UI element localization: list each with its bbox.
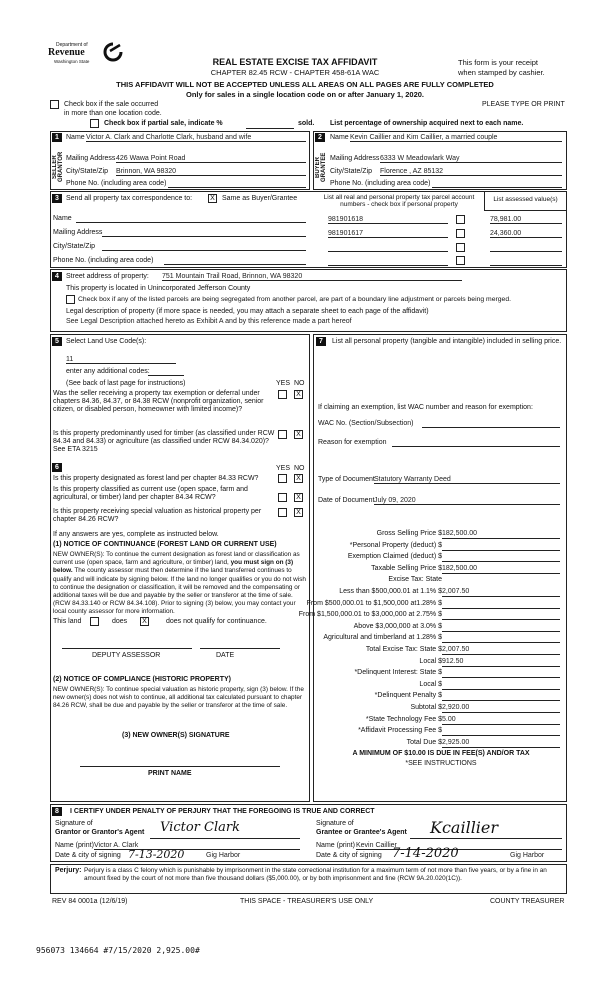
notice-1-c: The county assessor must then determine if the land transferred continues to qualify and will indicate by signing below. If the land no longer qualifies or you do not wish to continue the designation or classification, it will be removed and the compensating or additional taxes will be due and payable by the seller or transferor at the time of sale. (RCW 84.33.140 or RCW 84.34.108). Prior to signing (3) below, you may contact your local county assessor for more information. — [53, 567, 306, 616]
does-checkbox[interactable] — [90, 617, 99, 626]
partial-sale-label: Check box if partial sale, indicate % — [104, 120, 223, 127]
check-if-sale: Check box if the sale occurred — [64, 101, 159, 108]
parcel-1-personal-checkbox[interactable] — [456, 215, 465, 224]
new-owner-signature-label: (3) NEW OWNER(S) SIGNATURE — [122, 732, 230, 739]
calc-label: Less than $500,000.01 at 1.1% $ — [339, 587, 442, 595]
buyer-city-label: City/State/Zip — [330, 168, 373, 175]
calc-value[interactable]: 2,007.50 — [442, 646, 560, 655]
s6-question-3: Is this property receiving special valuation as historical property per chapter 84.26 RCW? — [53, 508, 262, 523]
calc-value[interactable]: 2,925.00 — [442, 739, 560, 748]
seller-name-label: Name — [66, 134, 85, 141]
calc-value[interactable] — [442, 623, 560, 632]
s5-q2-yes[interactable] — [278, 430, 287, 439]
send-correspondence-label: Send all property tax correspondence to: — [66, 195, 193, 202]
section-5-number: 5 — [52, 337, 62, 346]
land-use-label: Select Land Use Code(s): — [66, 338, 147, 345]
assessed-3[interactable] — [490, 251, 562, 252]
calc-row — [316, 553, 566, 565]
sec3-phone-label: Phone No. (including area code) — [53, 257, 154, 264]
more-than-one: in more than one location code. — [64, 110, 162, 117]
s6-q1-no[interactable]: X — [294, 474, 303, 483]
buyer-address[interactable]: 6333 W Meadowlark Way — [380, 155, 562, 163]
receipt-note-1: This form is your receipt — [458, 58, 539, 67]
calc-value[interactable] — [442, 553, 560, 562]
notice-2-title: (2) NOTICE OF COMPLIANCE (HISTORIC PROPERTY) — [53, 676, 231, 683]
buyer-name-label: Name — [330, 134, 349, 141]
reason-label: Reason for exemption — [318, 439, 387, 446]
s6-no-header: NO — [294, 465, 305, 472]
s6-q2-no[interactable]: X — [294, 493, 303, 502]
legal-description[interactable]: See Legal Description attached hereto as Exhibit A and by this reference made a part hereof — [66, 318, 352, 325]
grantee-city[interactable]: Gig Harbor — [510, 852, 545, 859]
see-instructions: *SEE INSTRUCTIONS — [405, 760, 477, 767]
calc-value[interactable] — [442, 727, 560, 736]
s5-question-2: Is this property predominantly used for timber (as classified under RCW 84.34 and 84.33) or agriculture (as classified under RCW 84.34.020)? See ETA 3215 — [53, 430, 275, 453]
grantor-name-label: Name (print) — [55, 842, 94, 849]
s5-yes-header: YES — [276, 380, 291, 387]
cashier-stamp: 956073 134664 #7/15/2020 2,925.00# — [36, 946, 200, 955]
calc-value[interactable]: 2,007.50 — [442, 588, 560, 597]
calc-row — [316, 565, 566, 577]
buyer-phone-label: Phone No. (including area code) — [330, 180, 431, 187]
calc-value[interactable] — [442, 634, 560, 643]
section-6-number: 6 — [52, 463, 62, 472]
sec3-phone-line[interactable] — [164, 264, 306, 265]
sec3-city-label: City/State/Zip — [53, 243, 96, 250]
this-land-label: This land — [53, 618, 82, 625]
calc-label: Total Due $ — [406, 738, 442, 746]
county-treasurer: COUNTY TREASURER — [490, 898, 565, 905]
partial-pct-line[interactable] — [246, 128, 294, 129]
section-4-number: 4 — [52, 272, 62, 281]
calc-row — [316, 634, 566, 646]
tax-calculation — [298, 530, 566, 750]
list-pct-label: List percentage of ownership acquired next to each name. — [330, 120, 524, 127]
multi-location-checkbox[interactable] — [50, 100, 59, 109]
s6-q3-yes[interactable] — [278, 508, 287, 517]
partial-sale-checkbox[interactable] — [90, 119, 99, 128]
seller-address-label: Mailing Address — [66, 155, 116, 162]
warning-line: THIS AFFIDAVIT WILL NOT BE ACCEPTED UNLESS ALL AREAS ON ALL PAGES ARE FULLY COMPLETED — [116, 80, 494, 89]
calc-row — [316, 542, 566, 554]
new-owner-signature-line[interactable] — [80, 766, 280, 767]
deputy-date-label: DATE — [216, 652, 235, 659]
if-any-yes: If any answers are yes, complete as instructed below. — [53, 531, 219, 538]
same-as-buyer-checkbox[interactable]: X — [208, 194, 217, 203]
calc-row — [316, 681, 566, 693]
seller-city[interactable]: Brinnon, WA 98320 — [116, 168, 306, 176]
sold-label: sold. — [298, 120, 315, 127]
form-title: REAL ESTATE EXCISE TAX AFFIDAVIT — [212, 57, 378, 67]
buyer-address-label: Mailing Address — [330, 155, 380, 162]
section-1-number: 1 — [52, 133, 62, 142]
calc-value[interactable]: 2,920.00 — [442, 704, 560, 713]
deputy-line[interactable] — [62, 648, 192, 649]
claiming-exemption-label: If claiming an exemption, list WAC number and reason for exemption: — [318, 404, 533, 411]
parcel-2-personal-checkbox[interactable] — [456, 229, 465, 238]
dor-swoosh-icon — [102, 42, 124, 62]
grantee-sig-label-2: Grantee or Grantee's Agent — [316, 829, 407, 836]
calc-rows — [298, 530, 566, 750]
treasurer-space: THIS SPACE - TREASURER'S USE ONLY — [240, 898, 374, 905]
parcel-4-personal-checkbox[interactable] — [456, 256, 465, 265]
s5-no-header: NO — [294, 380, 305, 387]
grantee-sig-label-1: Signature of — [316, 820, 354, 827]
perjury-label: Perjury: — [55, 867, 82, 874]
seller-phone[interactable] — [168, 187, 306, 188]
calc-value[interactable] — [442, 681, 560, 690]
doc-type-label: Type of Document — [318, 476, 375, 483]
street-address[interactable]: 751 Mountain Trail Road, Brinnon, WA 98320 — [162, 273, 462, 281]
doc-type[interactable]: Statutory Warranty Deed — [374, 476, 560, 484]
calc-value[interactable] — [442, 600, 560, 609]
assessed-4[interactable] — [490, 265, 562, 266]
wac-label: WAC No. (Section/Subsection) — [318, 420, 414, 427]
calc-row — [316, 704, 566, 716]
form-revision: REV 84 0001a (12/6/19) — [52, 898, 128, 905]
calc-row — [316, 623, 566, 635]
grantee-date-label: Date & city of signing — [316, 852, 382, 859]
s6-q1-yes[interactable] — [278, 474, 287, 483]
sec3-name-line[interactable] — [76, 222, 306, 223]
section-2-number: 2 — [315, 133, 325, 142]
parcel-3-personal-checkbox[interactable] — [456, 243, 465, 252]
grantor-name[interactable]: Victor A. Clark — [94, 842, 300, 850]
s5-q1-yes[interactable] — [278, 390, 287, 399]
calc-label: Above $3,000,000 at 3.0% $ — [353, 622, 442, 630]
parcel-1[interactable]: 981901618 — [328, 216, 448, 224]
please-type: PLEASE TYPE OR PRINT — [482, 101, 565, 108]
calc-value[interactable] — [442, 576, 560, 585]
same-as-buyer-label: Same as Buyer/Grantee — [222, 195, 298, 202]
reason-line[interactable] — [392, 446, 560, 447]
parcel-4[interactable] — [328, 265, 448, 266]
notice-1-title: (1) NOTICE OF CONTINUANCE (FOREST LAND OR CURRENT USE) — [53, 541, 277, 548]
calc-label: *State Technology Fee $ — [365, 715, 442, 723]
buyer-phone[interactable] — [432, 187, 562, 188]
calc-row — [316, 739, 566, 751]
seller-city-label: City/State/Zip — [66, 168, 109, 175]
sec3-address-line[interactable] — [102, 236, 306, 237]
dor-logo — [48, 42, 128, 68]
calc-label: Exemption Claimed (deduct) $ — [347, 553, 442, 561]
grantee-date[interactable]: 7-14-2020 — [392, 846, 459, 861]
calc-label: *Delinquent Interest: State $ — [354, 669, 442, 677]
calc-value[interactable]: 182,500.00 — [442, 530, 560, 539]
seller-name[interactable]: Victor A. Clark and Charlotte Clark, husband and wife — [86, 134, 306, 142]
doc-date[interactable]: July 09, 2020 — [374, 497, 560, 505]
calc-row — [316, 530, 566, 542]
calc-value[interactable] — [442, 611, 560, 620]
s5-q2-no[interactable]: X — [294, 430, 303, 439]
grantor-signature[interactable]: Victor Clark — [160, 820, 240, 835]
does-not-label: does not qualify for continuance. — [166, 618, 267, 625]
calc-label: *Affidavit Processing Fee $ — [358, 727, 442, 735]
legal-description-label: Legal description of property (if more space is needed, you may attach a separate sheet to each page of the affidavit) — [66, 308, 429, 315]
calc-row — [298, 611, 566, 623]
parcel-3[interactable] — [328, 251, 448, 252]
grantor-signature-line — [150, 838, 300, 839]
calc-row — [306, 599, 566, 612]
calc-label: *Personal Property (deduct) $ — [349, 541, 442, 549]
certify-statement: I CERTIFY UNDER PENALTY OF PERJURY THAT THE FOREGOING IS TRUE AND CORRECT — [70, 808, 375, 815]
grantor-date-label: Date & city of signing — [55, 852, 121, 859]
print-name-label: PRINT NAME — [148, 770, 192, 777]
buyer-city[interactable]: Florence , AZ 85132 — [380, 168, 562, 176]
assessed-header: List assessed value(s) — [493, 196, 558, 203]
sec3-name-label: Name — [53, 215, 72, 222]
calc-label: *Delinquent Penalty $ — [374, 692, 442, 700]
calc-label: Local $ — [419, 657, 442, 665]
calc-row — [316, 669, 566, 681]
grantor-sig-label-1: Signature of — [55, 820, 93, 827]
calc-label: Local $ — [419, 680, 442, 688]
segregated-label: Check box if any of the listed parcels are being segregated from another parcel, are part of a boundary line adjustment or parcels being merged. — [78, 296, 511, 303]
street-label: Street address of property: — [66, 273, 149, 280]
buyer-name[interactable]: Kevin Caillier and Kim Caillier, a married couple — [350, 134, 562, 142]
notice-2-body: NEW OWNER(S): To continue special valuation as historic property, sign (3) below. If the new owner(s) does not wish to continue, all additional tax calculated pursuant to chapter 84.26 RCW, shall be due and payable by the seller or transferor at the time of sale. — [53, 686, 304, 710]
additional-codes-line[interactable] — [148, 375, 184, 376]
s6-question-2: Is this property classified as current use (open space, farm and agricultural, or timber) land per chapter 84.34 RCW? — [53, 486, 248, 501]
assessed-2[interactable]: 24,360.00 — [490, 230, 562, 238]
sec3-address-label: Mailing Address — [53, 229, 103, 236]
segregated-checkbox[interactable] — [66, 295, 75, 304]
calc-row — [316, 646, 566, 658]
notice-1-a: NEW OWNER(S): To continue the current designation as forest land or classification as current use (open space, farm and agriculture, or timber) land, — [53, 551, 300, 567]
calc-label: Total Excise Tax: State $ — [365, 645, 442, 653]
calc-row — [316, 658, 566, 670]
see-back-label: (See back of last page for instructions) — [66, 380, 186, 387]
personal-property-label: List all personal property (tangible and intangible) included in selling price. — [332, 338, 562, 345]
wac-line[interactable] — [422, 427, 560, 428]
sec3-city-line[interactable] — [102, 250, 306, 251]
notice-1-body — [53, 551, 307, 617]
perjury-text: Perjury is a class C felony which is punishable by imprisonment in the state correctional institution for a maximum term of not more than five years, or by a fine in an amount fixed by the court of not more than five thousand dollars ($5,000.00), or by both imprisonment and fine (RCW 9A.20.020(1C)). — [84, 867, 547, 882]
section-3-number: 3 — [52, 194, 62, 203]
calc-value[interactable] — [442, 692, 560, 701]
s6-q3-no[interactable]: X — [294, 508, 303, 517]
calc-label: Agricultural and timberland at 1.28% $ — [323, 634, 442, 642]
form-subtitle: CHAPTER 82.45 RCW - CHAPTER 458-61A WAC — [210, 68, 380, 77]
calc-row — [316, 727, 566, 739]
s6-q2-yes[interactable] — [278, 493, 287, 502]
land-use-code[interactable]: 11 — [66, 356, 176, 364]
calc-row — [316, 716, 566, 728]
s5-q1-no[interactable]: X — [294, 390, 303, 399]
doc-date-label: Date of Document — [318, 497, 375, 504]
assessed-1[interactable]: 78,981.00 — [490, 216, 562, 224]
additional-codes-label: enter any additional codes: — [66, 368, 150, 375]
calc-label: Excise Tax: State — [388, 576, 442, 584]
only-for-line: Only for sales in a single location code on or after January 1, 2020. — [186, 90, 424, 99]
does-not-checkbox[interactable]: X — [140, 617, 149, 626]
seller-address[interactable]: 426 Wawa Point Road — [116, 155, 306, 163]
does-label: does — [112, 618, 128, 625]
located-in: This property is located in Unincorporated Jefferson County — [66, 285, 251, 292]
notice-1-b: you must sign on (3) below. — [53, 559, 294, 575]
deputy-assessor-label: DEPUTY ASSESSOR — [92, 652, 161, 659]
calc-value[interactable] — [442, 542, 560, 551]
calc-label: From $1,500,000.01 to $3,000,000 at 2.75% $ — [298, 611, 442, 619]
parcels-header: List all real and personal property tax parcel account numbers - check box if personal property — [323, 194, 475, 208]
calc-row — [316, 588, 566, 600]
section-7-number: 7 — [316, 337, 326, 346]
calc-value[interactable]: 182,500.00 — [442, 565, 560, 574]
parcel-2[interactable]: 981901617 — [328, 230, 448, 238]
calc-row — [316, 576, 566, 588]
calc-label: Subtotal $ — [410, 703, 442, 711]
section-8-number: 8 — [52, 807, 62, 816]
grantee-name[interactable]: Kevin Caillier — [356, 842, 562, 850]
calc-value[interactable] — [442, 669, 560, 678]
deputy-date-line[interactable] — [200, 648, 280, 649]
calc-value[interactable]: 5.00 — [442, 716, 560, 725]
seller-side-label: SELLER GRANTOR — [52, 151, 64, 183]
seller-phone-label: Phone No. (including area code) — [66, 180, 167, 187]
grantor-city[interactable]: Gig Harbor — [206, 852, 241, 859]
calc-row — [316, 692, 566, 704]
grantee-signature[interactable]: Kcaillier — [430, 818, 499, 837]
calc-label: From $500,000.01 to $1,500,000 at1.28% $ — [306, 599, 442, 607]
dept-line1: Department of — [56, 42, 88, 48]
calc-value[interactable]: 912.50 — [442, 658, 560, 667]
calc-label: Taxable Selling Price $ — [371, 564, 442, 572]
s5-question-1: Was the seller receiving a property tax exemption or deferral under chapters 84.36, 84.37, or 84.38 RCW (nonprofit organization, senior citizen, or disabled person, homeowner with limited income)? — [53, 390, 264, 413]
grantee-name-label: Name (print) — [316, 842, 355, 849]
grantor-date[interactable]: 7-13-2020 — [128, 848, 185, 861]
grantor-sig-label-2: Grantor or Grantor's Agent — [55, 829, 145, 836]
dept-line2: Revenue — [48, 47, 85, 58]
receipt-note-2: when stamped by cashier. — [458, 68, 545, 77]
buyer-side-label: BUYER GRANTEE — [315, 152, 327, 182]
calc-label: Gross Selling Price $ — [376, 530, 442, 537]
dept-line3: Washington State — [54, 59, 90, 64]
s6-yes-header: YES — [276, 465, 291, 472]
minimum-fee-note: A MINIMUM OF $10.00 IS DUE IN FEE(S) AND/OR TAX — [352, 750, 530, 757]
s6-question-1: Is this property designated as forest land per chapter 84.33 RCW? — [53, 475, 259, 482]
grantee-signature-line — [410, 838, 562, 839]
